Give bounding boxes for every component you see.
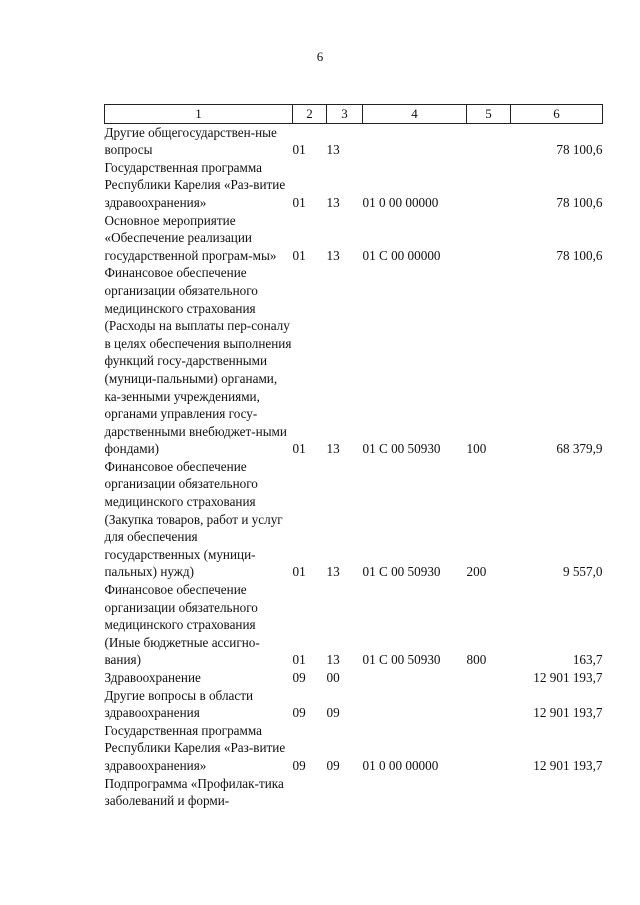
item-name: Государственная программа Республики Карелия «Раз-витие здравоохранения» xyxy=(104,159,286,210)
table-row xyxy=(105,123,603,159)
expense-type-code xyxy=(467,669,511,687)
subsection-code: 00 xyxy=(326,670,340,685)
header-col-6: 6 xyxy=(511,105,603,124)
target-article-code xyxy=(363,687,467,722)
amount: 163,7 xyxy=(572,652,603,668)
section-code: 09 xyxy=(292,757,306,773)
header-col-5: 5 xyxy=(467,105,511,124)
expense-type-code: 200 xyxy=(466,564,487,580)
amount: 12 901 193,7 xyxy=(533,670,603,685)
table-row xyxy=(105,687,603,722)
target-article-code xyxy=(363,775,467,810)
section-code: 01 xyxy=(292,194,306,210)
item-name: Другие вопросы в области здравоохранения xyxy=(104,687,254,721)
table-row xyxy=(105,212,603,265)
expense-type-code xyxy=(467,722,511,775)
expense-type-code xyxy=(467,123,511,159)
amount: 12 901 193,7 xyxy=(533,757,603,773)
target-article-code xyxy=(363,669,467,687)
amount: 78 100,6 xyxy=(556,142,603,158)
item-name: Финансовое обеспечение организации обязательного медицинского страхования (Расходы на выплаты пер-соналу в целях обеспечения выполнения функций госу-дарственными (муници-пальными) органами, ка-зенными учреждениями, органами управления госу-дарственными внебюджет-ными фондами) xyxy=(104,265,292,457)
header-col-4: 4 xyxy=(363,105,467,124)
subsection-code xyxy=(327,775,363,810)
item-name: Финансовое обеспечение организации обязательного медицинского страхования (Иные бюджетные ассигно-вания) xyxy=(104,582,260,668)
subsection-code: 13 xyxy=(326,564,340,580)
item-name: Здравоохранение xyxy=(104,670,201,685)
amount: 68 379,9 xyxy=(556,441,603,457)
table-row xyxy=(105,669,603,687)
header-col-2: 2 xyxy=(293,105,327,124)
section-code: 09 xyxy=(292,670,306,685)
expense-type-code xyxy=(467,159,511,212)
section-code: 01 xyxy=(292,652,306,668)
table-row xyxy=(105,159,603,212)
target-article-code: 01 С 00 50930 xyxy=(362,441,441,457)
subsection-code: 09 xyxy=(326,705,340,721)
section-code: 01 xyxy=(292,441,306,457)
subsection-code: 13 xyxy=(326,194,340,210)
target-article-code xyxy=(363,123,467,159)
expense-type-code xyxy=(467,687,511,722)
table-row xyxy=(105,458,603,581)
table-row xyxy=(105,775,603,810)
item-name: Государственная программа Республики Карелия «Раз-витие здравоохранения» xyxy=(104,722,286,773)
expense-type-code xyxy=(467,212,511,265)
section-code: 01 xyxy=(292,247,306,263)
subsection-code: 13 xyxy=(326,652,340,668)
target-article-code: 01 0 00 00000 xyxy=(362,757,439,773)
item-name: Подпрограмма «Профилак-тика заболеваний и форми- xyxy=(104,775,284,809)
section-code xyxy=(293,775,327,810)
section-code: 01 xyxy=(292,564,306,580)
amount: 78 100,6 xyxy=(556,194,603,210)
header-col-1: 1 xyxy=(105,105,293,124)
subsection-code: 13 xyxy=(326,142,340,158)
page-number: 6 xyxy=(316,49,324,64)
subsection-code: 13 xyxy=(326,441,340,457)
expense-type-code xyxy=(467,775,511,810)
target-article-code: 01 0 00 00000 xyxy=(362,194,439,210)
subsection-code: 09 xyxy=(326,757,340,773)
item-name: Финансовое обеспечение организации обязательного медицинского страхования (Закупка товаров, работ и услуг для обеспечения государственных (муници-пальных) нужд) xyxy=(104,458,283,580)
amount: 78 100,6 xyxy=(556,247,603,263)
table-row xyxy=(105,581,603,669)
subsection-code: 13 xyxy=(326,247,340,263)
table-row xyxy=(105,264,603,458)
amount xyxy=(511,775,603,810)
expense-type-code: 800 xyxy=(466,652,487,668)
budget-table xyxy=(104,104,603,810)
item-name: Основное мероприятие «Обеспечение реализации государственной програм-мы» xyxy=(104,212,277,263)
amount: 12 901 193,7 xyxy=(533,705,603,721)
header-row xyxy=(105,105,603,124)
expense-type-code: 100 xyxy=(466,441,487,457)
target-article-code: 01 С 00 00000 xyxy=(362,247,441,263)
section-code: 01 xyxy=(292,142,306,158)
header-col-3: 3 xyxy=(327,105,363,124)
item-name: Другие общегосударствен-ные вопросы xyxy=(104,124,277,158)
amount: 9 557,0 xyxy=(562,564,603,580)
table-row xyxy=(105,722,603,775)
target-article-code: 01 С 00 50930 xyxy=(362,564,441,580)
target-article-code: 01 С 00 50930 xyxy=(362,652,441,668)
section-code: 09 xyxy=(292,705,306,721)
